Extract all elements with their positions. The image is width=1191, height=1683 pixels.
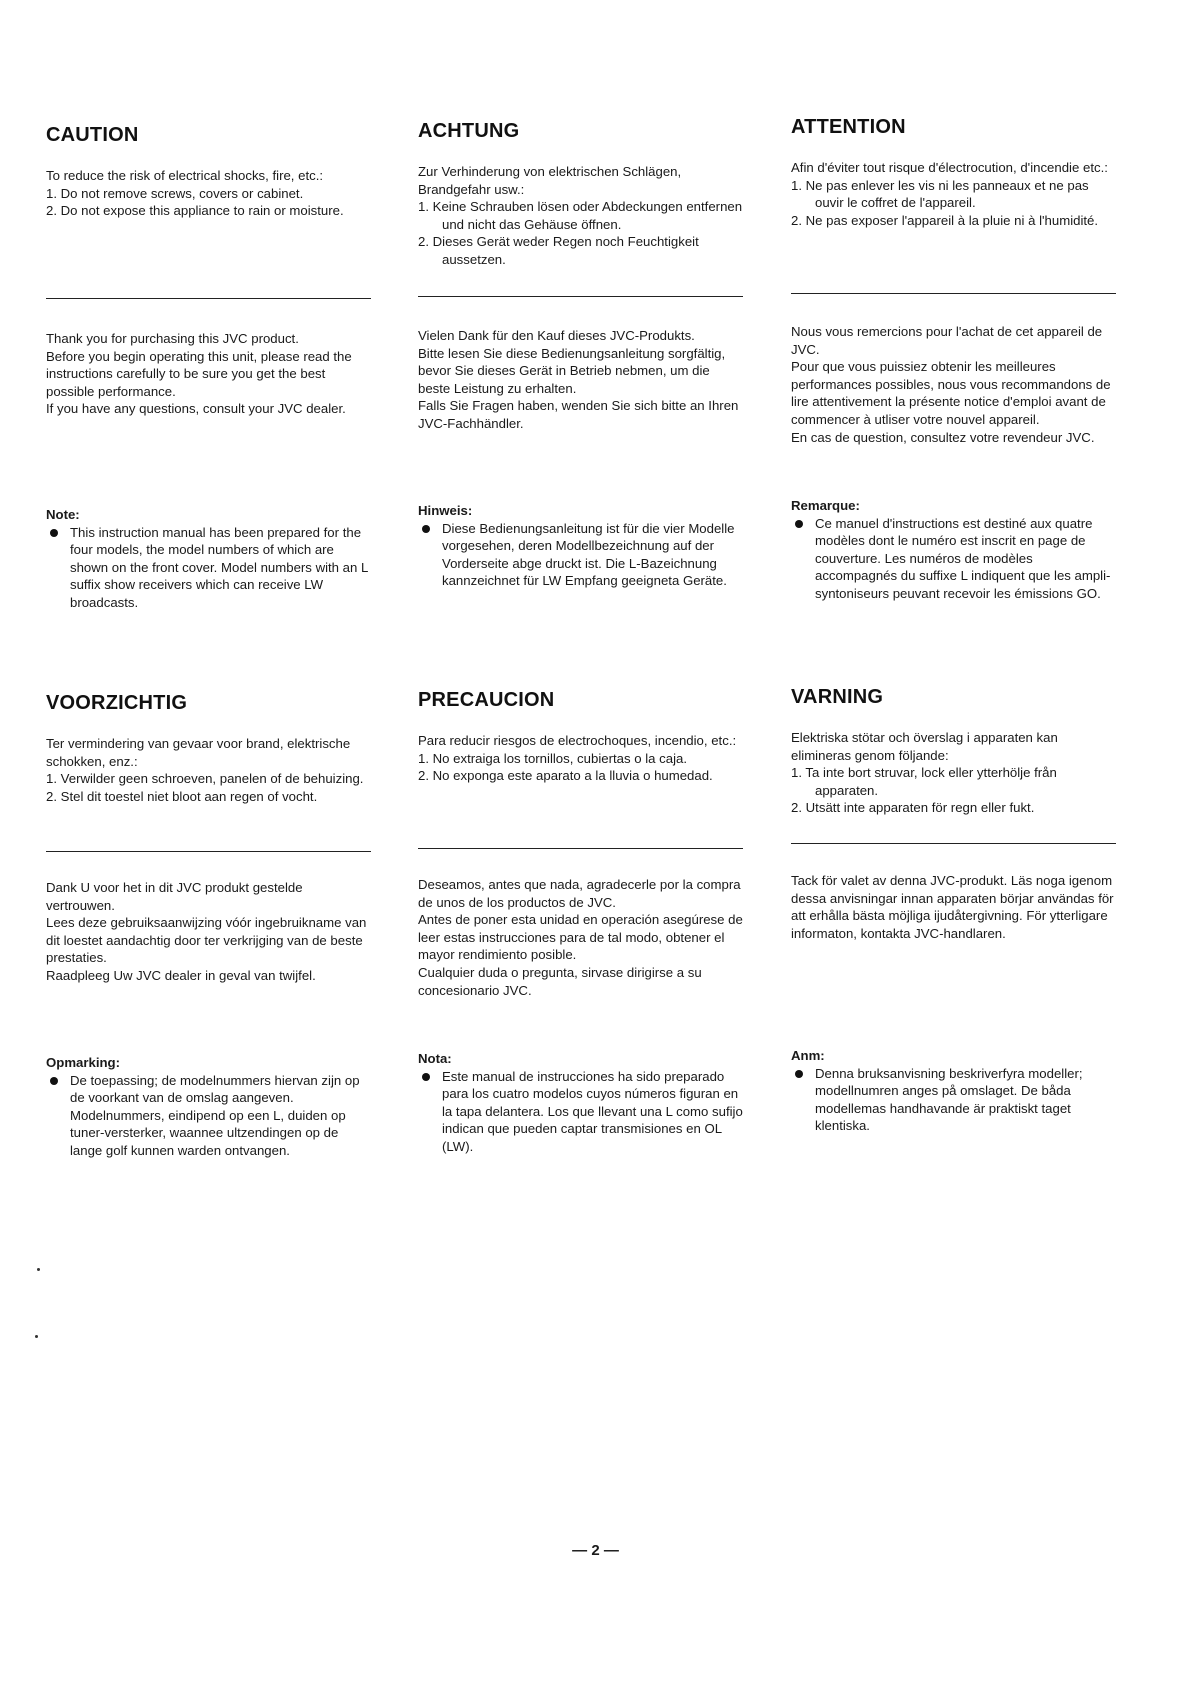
attention-item-1: 1. Ne pas enlever les vis ni les panneaux et ne pas ouvir le coffret de l'appareil. bbox=[791, 177, 1089, 211]
voorzichtig-list bbox=[46, 770, 371, 805]
precaucion-section bbox=[418, 689, 743, 785]
attention-note bbox=[791, 497, 1116, 603]
achtung-list bbox=[418, 198, 743, 268]
note-title: Hinweis: bbox=[418, 503, 473, 518]
varning-title: VARNING bbox=[791, 686, 884, 708]
attention-list bbox=[791, 177, 1116, 230]
varning-section bbox=[791, 686, 1116, 817]
thanks-line-1: Nous vous remercions pour l'achat de cet appareil de JVC. bbox=[791, 324, 1103, 357]
thanks-line-1: Vielen Dank für den Kauf dieses JVC-Produkts. bbox=[418, 328, 695, 343]
divider bbox=[791, 843, 1116, 844]
voorzichtig-intro: Ter vermindering van gevaar voor brand, elektrische schokken, enz.: bbox=[46, 736, 351, 769]
precaucion-item-1: 1. No extraiga los tornillos, cubiertas o la caja. bbox=[418, 750, 688, 766]
note-title: Opmarking: bbox=[46, 1055, 121, 1070]
precaucion-item-2: 2. No exponga este aparato a la lluvia o humedad. bbox=[418, 768, 713, 784]
achtung-section bbox=[418, 120, 743, 269]
note-bullet bbox=[418, 520, 743, 590]
achtung-item-2: 2. Dieses Gerät weder Regen noch Feuchtigkeit aussetzen. bbox=[418, 234, 699, 267]
bullet-icon bbox=[50, 529, 58, 537]
voorzichtig-item-1: 1. Verwilder geen schroeven, panelen of de behuizing. bbox=[46, 771, 364, 787]
precaucion-title: PRECAUCION bbox=[418, 689, 555, 711]
bullet-icon bbox=[795, 520, 803, 528]
page-number: — 2 — bbox=[572, 1542, 619, 1559]
note-text: De toepassing; de modelnummers hiervan zijn op de voorkant van de omslag aangeven. Modelnummers, eindipend op een L, duiden op tuner-versterker, waannee ultzendingen op de lange golf kunnen warden ontvangen. bbox=[70, 1072, 360, 1158]
thanks-line-2: Lees deze gebruiksaanwijzing vóór ingebruikname van dit loestet aandachtig door ter verkrijging van de beste prestaties. bbox=[46, 915, 367, 966]
thanks-line-3: If you have any questions, consult your JVC dealer. bbox=[46, 401, 346, 417]
achtung-note bbox=[418, 502, 743, 590]
attention-thanks bbox=[791, 323, 1116, 446]
varning-item-1: 1. Ta inte bort struvar, lock eller ytterhölje från apparaten. bbox=[791, 765, 1057, 798]
scan-speck bbox=[37, 1268, 40, 1271]
attention-intro: Afin d'éviter tout risque d'électrocution, d'incendie etc.: bbox=[791, 160, 1108, 175]
thanks-line-3: En cas de question, consultez votre revendeur JVC. bbox=[791, 429, 1095, 445]
voorzichtig-title: VOORZICHTIG bbox=[46, 692, 188, 714]
note-text: Este manual de instrucciones ha sido preparado para los cuatro modelos cuyos números figuran en la tapa delantera. Los que llevant una L como sufijo indican que pueden captar transmisiones en OL (LW). bbox=[442, 1068, 743, 1154]
precaucion-note bbox=[418, 1050, 743, 1156]
voorzichtig-thanks bbox=[46, 879, 371, 985]
thanks-line-2: Antes de poner esta unidad en operación asegúrese de leer estas instrucciones para de tal modo, obtener el mayor rendimiento posible. bbox=[418, 912, 743, 963]
thanks-line-1: Tack för valet av denna JVC-produkt. Läs noga igenom dessa anvisningar innan apparaten börjar användas för att erhålla bästa möjliga ijudåtergivning. För ytterligare informaton, kontakta JVC-handlaren. bbox=[791, 873, 1114, 941]
thanks-line-1: Dank U voor het in dit JVC produkt gestelde vertrouwen. bbox=[46, 880, 303, 913]
bullet-icon bbox=[795, 1070, 803, 1078]
caution-item-2: 2. Do not expose this appliance to rain or moisture. bbox=[46, 203, 344, 219]
varning-thanks bbox=[791, 872, 1116, 942]
note-bullet bbox=[46, 524, 371, 612]
scan-speck bbox=[35, 1335, 38, 1338]
thanks-line-1: Deseamos, antes que nada, agradecerle por la compra de unos de los productos de JVC. bbox=[418, 877, 741, 910]
note-title: Remarque: bbox=[791, 498, 860, 513]
thanks-line-1: Thank you for purchasing this JVC product. bbox=[46, 331, 299, 346]
varning-list bbox=[791, 764, 1116, 817]
thanks-line-3: Falls Sie Fragen haben, wenden Sie sich bitte an Ihren JVC-Fachhändler. bbox=[418, 398, 739, 431]
note-bullet bbox=[791, 515, 1116, 603]
varning-intro: Elektriska stötar och överslag i apparaten kan elimineras genom följande: bbox=[791, 730, 1058, 763]
thanks-line-3: Cualquier duda o pregunta, sirvase dirigirse a su concesionario JVC. bbox=[418, 964, 702, 998]
voorzichtig-note bbox=[46, 1054, 371, 1160]
note-bullet bbox=[791, 1065, 1116, 1135]
precaucion-intro: Para reducir riesgos de electrochoques, incendio, etc.: bbox=[418, 733, 737, 748]
thanks-line-2: Pour que vous puissiez obtenir les meilleures performances possibles, nous vous recommandons de lire attentivement la présente notice d'emploi avant de commencer à utliser votre nouvel appareil. bbox=[791, 359, 1111, 427]
caution-list bbox=[46, 185, 371, 220]
caution-section bbox=[46, 124, 371, 220]
thanks-line-2: Before you begin operating this unit, please read the instructions carefully to be sure you get the best possible performance. bbox=[46, 348, 352, 399]
voorzichtig-item-2: 2. Stel dit toestel niet bloot aan regen of vocht. bbox=[46, 788, 318, 804]
bullet-icon bbox=[422, 525, 430, 533]
note-text: Ce manuel d'instructions est destiné aux quatre modèles dont le numéro est inscrit en page de couverture. Les numéros de modèles accompagnés du suffixe L indiquent que les ampli-syntoniseurs peuvant recevoir les émissions GO. bbox=[815, 515, 1111, 601]
attention-item-2: 2. Ne pas exposer l'appareil à la pluie ni à l'humidité. bbox=[791, 212, 1099, 228]
thanks-line-3: Raadpleeg Uw JVC dealer in geval van twijfel. bbox=[46, 967, 316, 983]
divider bbox=[46, 851, 371, 852]
caution-note bbox=[46, 506, 371, 612]
note-title: Note: bbox=[46, 507, 80, 522]
divider bbox=[791, 293, 1116, 294]
note-text: Diese Bedienungsanleitung ist für die vier Modelle vorgesehen, deren Modellbezeichnung auf der Vorderseite abge druckt ist. Die L-Bazeichnung kannzeichnet für LW Empfang geeigneta Geräte. bbox=[442, 520, 735, 589]
varning-note bbox=[791, 1047, 1116, 1135]
note-bullet bbox=[418, 1068, 743, 1156]
note-title: Anm: bbox=[791, 1048, 825, 1063]
note-title: Nota: bbox=[418, 1051, 452, 1066]
achtung-item-1: 1. Keine Schrauben lösen oder Abdeckungen entfernen und nicht das Gehäuse öffnen. bbox=[418, 199, 743, 232]
note-text: Denna bruksanvisning beskriverfyra modeller; modellnumren anges på omslaget. De båda modellemas handhavande är praktiskt taget klentiska. bbox=[815, 1065, 1083, 1134]
caution-thanks bbox=[46, 330, 371, 418]
bullet-icon bbox=[50, 1077, 58, 1085]
precaucion-thanks bbox=[418, 876, 743, 999]
divider bbox=[46, 298, 371, 299]
note-text: This instruction manual has been prepared for the four models, the model numbers of which are shown on the front cover. Model numbers with an L suffix show receivers which can receive LW broadcasts. bbox=[70, 524, 368, 610]
thanks-line-2: Bitte lesen Sie diese Bedienungsanleitung sorgfältig, bevor Sie dieses Gerät in Betrieb nebmen, um die beste Leistung zu erhalten. bbox=[418, 345, 726, 396]
attention-title: ATTENTION bbox=[791, 116, 906, 138]
voorzichtig-section bbox=[46, 692, 371, 805]
caution-title: CAUTION bbox=[46, 124, 139, 146]
attention-section bbox=[791, 116, 1116, 229]
note-bullet bbox=[46, 1072, 371, 1160]
bullet-icon bbox=[422, 1073, 430, 1081]
caution-intro: To reduce the risk of electrical shocks, fire, etc.: bbox=[46, 168, 324, 183]
caution-item-1: 1. Do not remove screws, covers or cabinet. bbox=[46, 185, 304, 201]
varning-item-2: 2. Utsätt inte apparaten för regn eller fukt. bbox=[791, 800, 1035, 816]
achtung-thanks bbox=[418, 327, 743, 433]
achtung-intro: Zur Verhinderung von elektrischen Schlägen, Brandgefahr usw.: bbox=[418, 164, 682, 197]
achtung-title: ACHTUNG bbox=[418, 120, 520, 142]
precaucion-list bbox=[418, 750, 743, 785]
divider bbox=[418, 848, 743, 849]
divider bbox=[418, 296, 743, 297]
